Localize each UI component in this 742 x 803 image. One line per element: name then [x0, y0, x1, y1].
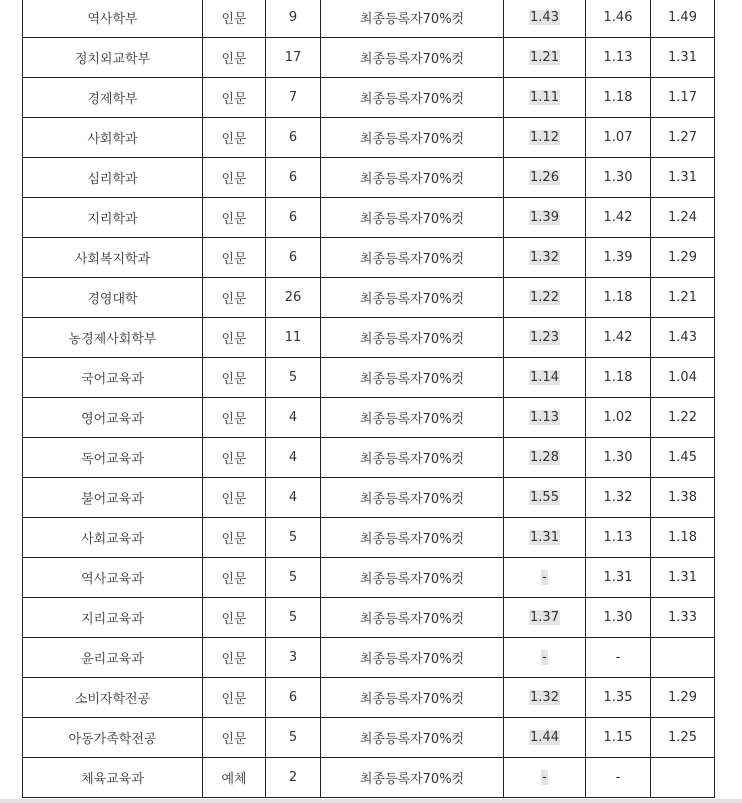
cell-grade-2: 1.42 [586, 198, 651, 238]
cell-grade-3: 1.49 [651, 0, 715, 38]
cell-quota: 4 [266, 478, 321, 518]
cell-quota: 5 [266, 358, 321, 398]
highlighted-value: - [542, 570, 547, 585]
cell-grade-3: 1.31 [651, 158, 715, 198]
cell-grade-1 [504, 118, 586, 158]
cell-criterion: 최종등록자70%컷 [321, 398, 504, 438]
cell-track: 인문 [203, 118, 266, 158]
cell-grade-2: 1.07 [586, 118, 651, 158]
cell-department: 지리교육과 [23, 598, 203, 638]
cell-criterion: 최종등록자70%컷 [321, 38, 504, 78]
table-row [23, 598, 715, 638]
cell-grade-1 [504, 678, 586, 718]
cell-grade-2: 1.30 [586, 438, 651, 478]
cell-criterion: 최종등록자70%컷 [321, 478, 504, 518]
highlighted-value: 1.14 [530, 370, 559, 385]
cell-track: 인문 [203, 558, 266, 598]
cell-track: 인문 [203, 158, 266, 198]
cell-grade-2: 1.32 [586, 478, 651, 518]
cell-grade-2: 1.46 [586, 0, 651, 38]
cell-quota: 11 [266, 318, 321, 358]
cell-grade-3: 1.18 [651, 518, 715, 558]
cell-grade-3: 1.25 [651, 718, 715, 758]
cell-track: 인문 [203, 278, 266, 318]
cell-grade-2: - [586, 758, 651, 798]
cell-department: 지리학과 [23, 198, 203, 238]
cell-grade-2: 1.42 [586, 318, 651, 358]
cell-department: 농경제사회학부 [23, 318, 203, 358]
cell-grade-3: 1.43 [651, 318, 715, 358]
table-row [23, 678, 715, 718]
cell-criterion: 최종등록자70%컷 [321, 758, 504, 798]
cell-grade-3: 1.33 [651, 598, 715, 638]
cell-grade-2: 1.18 [586, 278, 651, 318]
cell-department: 소비자학전공 [23, 678, 203, 718]
cell-grade-2: 1.39 [586, 238, 651, 278]
cell-quota: 17 [266, 38, 321, 78]
cell-criterion: 최종등록자70%컷 [321, 518, 504, 558]
cell-track: 인문 [203, 438, 266, 478]
table-row [23, 78, 715, 118]
cell-criterion: 최종등록자70%컷 [321, 638, 504, 678]
highlighted-value: 1.32 [530, 690, 559, 705]
table-row [23, 318, 715, 358]
bottom-divider [0, 799, 742, 803]
table-row [23, 118, 715, 158]
cell-department: 심리학과 [23, 158, 203, 198]
highlighted-value: 1.13 [530, 410, 559, 425]
cell-criterion: 최종등록자70%컷 [321, 0, 504, 38]
cell-grade-1 [504, 518, 586, 558]
cell-department: 윤리교육과 [23, 638, 203, 678]
cell-track: 인문 [203, 78, 266, 118]
cell-grade-1 [504, 718, 586, 758]
cell-track: 인문 [203, 198, 266, 238]
table-row [23, 38, 715, 78]
cell-grade-1 [504, 438, 586, 478]
cell-grade-2: 1.02 [586, 398, 651, 438]
cell-quota: 5 [266, 558, 321, 598]
table-row [23, 358, 715, 398]
cell-grade-1 [504, 398, 586, 438]
table-row [23, 718, 715, 758]
highlighted-value: 1.44 [530, 730, 559, 745]
cell-grade-1 [504, 278, 586, 318]
cell-grade-3: 1.29 [651, 678, 715, 718]
cell-department: 아동가족학전공 [23, 718, 203, 758]
cell-department: 사회교육과 [23, 518, 203, 558]
cell-department: 역사학부 [23, 0, 203, 38]
cell-track: 인문 [203, 358, 266, 398]
cell-department: 국어교육과 [23, 358, 203, 398]
cell-quota: 5 [266, 718, 321, 758]
cell-grade-1 [504, 638, 586, 678]
cell-grade-1 [504, 198, 586, 238]
cell-track: 인문 [203, 0, 266, 38]
cell-quota: 4 [266, 398, 321, 438]
cell-criterion: 최종등록자70%컷 [321, 438, 504, 478]
highlighted-value: - [542, 650, 547, 665]
highlighted-value: 1.26 [530, 170, 559, 185]
cell-quota: 7 [266, 78, 321, 118]
highlighted-value: - [542, 770, 547, 785]
cell-grade-1 [504, 758, 586, 798]
cell-grade-2: 1.18 [586, 358, 651, 398]
cell-department: 정치외교학부 [23, 38, 203, 78]
cell-grade-2: 1.35 [586, 678, 651, 718]
admission-results-table-container [22, 0, 714, 798]
cell-grade-2: 1.31 [586, 558, 651, 598]
cell-grade-1 [504, 598, 586, 638]
cell-grade-3: 1.24 [651, 198, 715, 238]
cell-quota: 5 [266, 598, 321, 638]
cell-grade-3 [651, 758, 715, 798]
cell-criterion: 최종등록자70%컷 [321, 198, 504, 238]
cell-grade-2: 1.13 [586, 38, 651, 78]
highlighted-value: 1.31 [530, 530, 559, 545]
cell-grade-2: 1.18 [586, 78, 651, 118]
cell-grade-3: 1.29 [651, 238, 715, 278]
cell-grade-2: 1.15 [586, 718, 651, 758]
highlighted-value: 1.23 [530, 330, 559, 345]
admission-results-table [22, 0, 715, 798]
cell-track: 인문 [203, 318, 266, 358]
cell-quota: 2 [266, 758, 321, 798]
table-row [23, 158, 715, 198]
cell-grade-3: 1.45 [651, 438, 715, 478]
cell-department: 사회학과 [23, 118, 203, 158]
cell-criterion: 최종등록자70%컷 [321, 678, 504, 718]
cell-criterion: 최종등록자70%컷 [321, 358, 504, 398]
table-row [23, 758, 715, 798]
cell-grade-1 [504, 558, 586, 598]
cell-grade-1 [504, 358, 586, 398]
highlighted-value: 1.39 [530, 210, 559, 225]
cell-grade-2: 1.30 [586, 598, 651, 638]
highlighted-value: 1.37 [530, 610, 559, 625]
cell-quota: 5 [266, 518, 321, 558]
cell-quota: 6 [266, 238, 321, 278]
cell-quota: 6 [266, 158, 321, 198]
cell-criterion: 최종등록자70%컷 [321, 78, 504, 118]
cell-grade-2: 1.13 [586, 518, 651, 558]
cell-department: 경제학부 [23, 78, 203, 118]
cell-track: 인문 [203, 718, 266, 758]
cell-grade-3: 1.04 [651, 358, 715, 398]
cell-track: 인문 [203, 398, 266, 438]
cell-criterion: 최종등록자70%컷 [321, 318, 504, 358]
cell-grade-3: 1.27 [651, 118, 715, 158]
cell-criterion: 최종등록자70%컷 [321, 158, 504, 198]
table-row [23, 438, 715, 478]
cell-quota: 6 [266, 198, 321, 238]
table-row [23, 518, 715, 558]
highlighted-value: 1.55 [530, 490, 559, 505]
cell-grade-3 [651, 638, 715, 678]
cell-track: 예체 [203, 758, 266, 798]
cell-quota: 3 [266, 638, 321, 678]
cell-department: 불어교육과 [23, 478, 203, 518]
table-row [23, 0, 715, 38]
highlighted-value: 1.21 [530, 50, 559, 65]
cell-department: 영어교육과 [23, 398, 203, 438]
cell-grade-3: 1.17 [651, 78, 715, 118]
cell-track: 인문 [203, 638, 266, 678]
cell-grade-3: 1.31 [651, 558, 715, 598]
cell-department: 역사교육과 [23, 558, 203, 598]
table-row [23, 238, 715, 278]
cell-grade-2: 1.30 [586, 158, 651, 198]
highlighted-value: 1.32 [530, 250, 559, 265]
cell-quota: 26 [266, 278, 321, 318]
cell-track: 인문 [203, 598, 266, 638]
table-row [23, 198, 715, 238]
highlighted-value: 1.28 [530, 450, 559, 465]
cell-grade-3: 1.38 [651, 478, 715, 518]
cell-track: 인문 [203, 238, 266, 278]
cell-grade-1 [504, 38, 586, 78]
table-row [23, 278, 715, 318]
table-body [23, 0, 715, 798]
cell-quota: 9 [266, 0, 321, 38]
cell-track: 인문 [203, 38, 266, 78]
table-row [23, 478, 715, 518]
cell-grade-3: 1.21 [651, 278, 715, 318]
cell-grade-1 [504, 318, 586, 358]
cell-department: 경영대학 [23, 278, 203, 318]
cell-department: 체육교육과 [23, 758, 203, 798]
highlighted-value: 1.11 [530, 90, 559, 105]
cell-grade-1 [504, 478, 586, 518]
cell-track: 인문 [203, 478, 266, 518]
cell-criterion: 최종등록자70%컷 [321, 558, 504, 598]
cell-criterion: 최종등록자70%컷 [321, 238, 504, 278]
cell-grade-3: 1.22 [651, 398, 715, 438]
cell-criterion: 최종등록자70%컷 [321, 278, 504, 318]
table-row [23, 558, 715, 598]
cell-grade-1 [504, 0, 586, 38]
highlighted-value: 1.43 [530, 10, 559, 25]
cell-criterion: 최종등록자70%컷 [321, 118, 504, 158]
cell-quota: 6 [266, 118, 321, 158]
cell-track: 인문 [203, 678, 266, 718]
cell-criterion: 최종등록자70%컷 [321, 598, 504, 638]
highlighted-value: 1.22 [530, 290, 559, 305]
cell-grade-1 [504, 78, 586, 118]
cell-grade-1 [504, 238, 586, 278]
highlighted-value: 1.12 [530, 130, 559, 145]
cell-department: 사회복지학과 [23, 238, 203, 278]
cell-grade-2: - [586, 638, 651, 678]
table-row [23, 398, 715, 438]
cell-quota: 4 [266, 438, 321, 478]
cell-criterion: 최종등록자70%컷 [321, 718, 504, 758]
cell-quota: 6 [266, 678, 321, 718]
table-row [23, 638, 715, 678]
cell-department: 독어교육과 [23, 438, 203, 478]
cell-grade-3: 1.31 [651, 38, 715, 78]
cell-track: 인문 [203, 518, 266, 558]
cell-grade-1 [504, 158, 586, 198]
